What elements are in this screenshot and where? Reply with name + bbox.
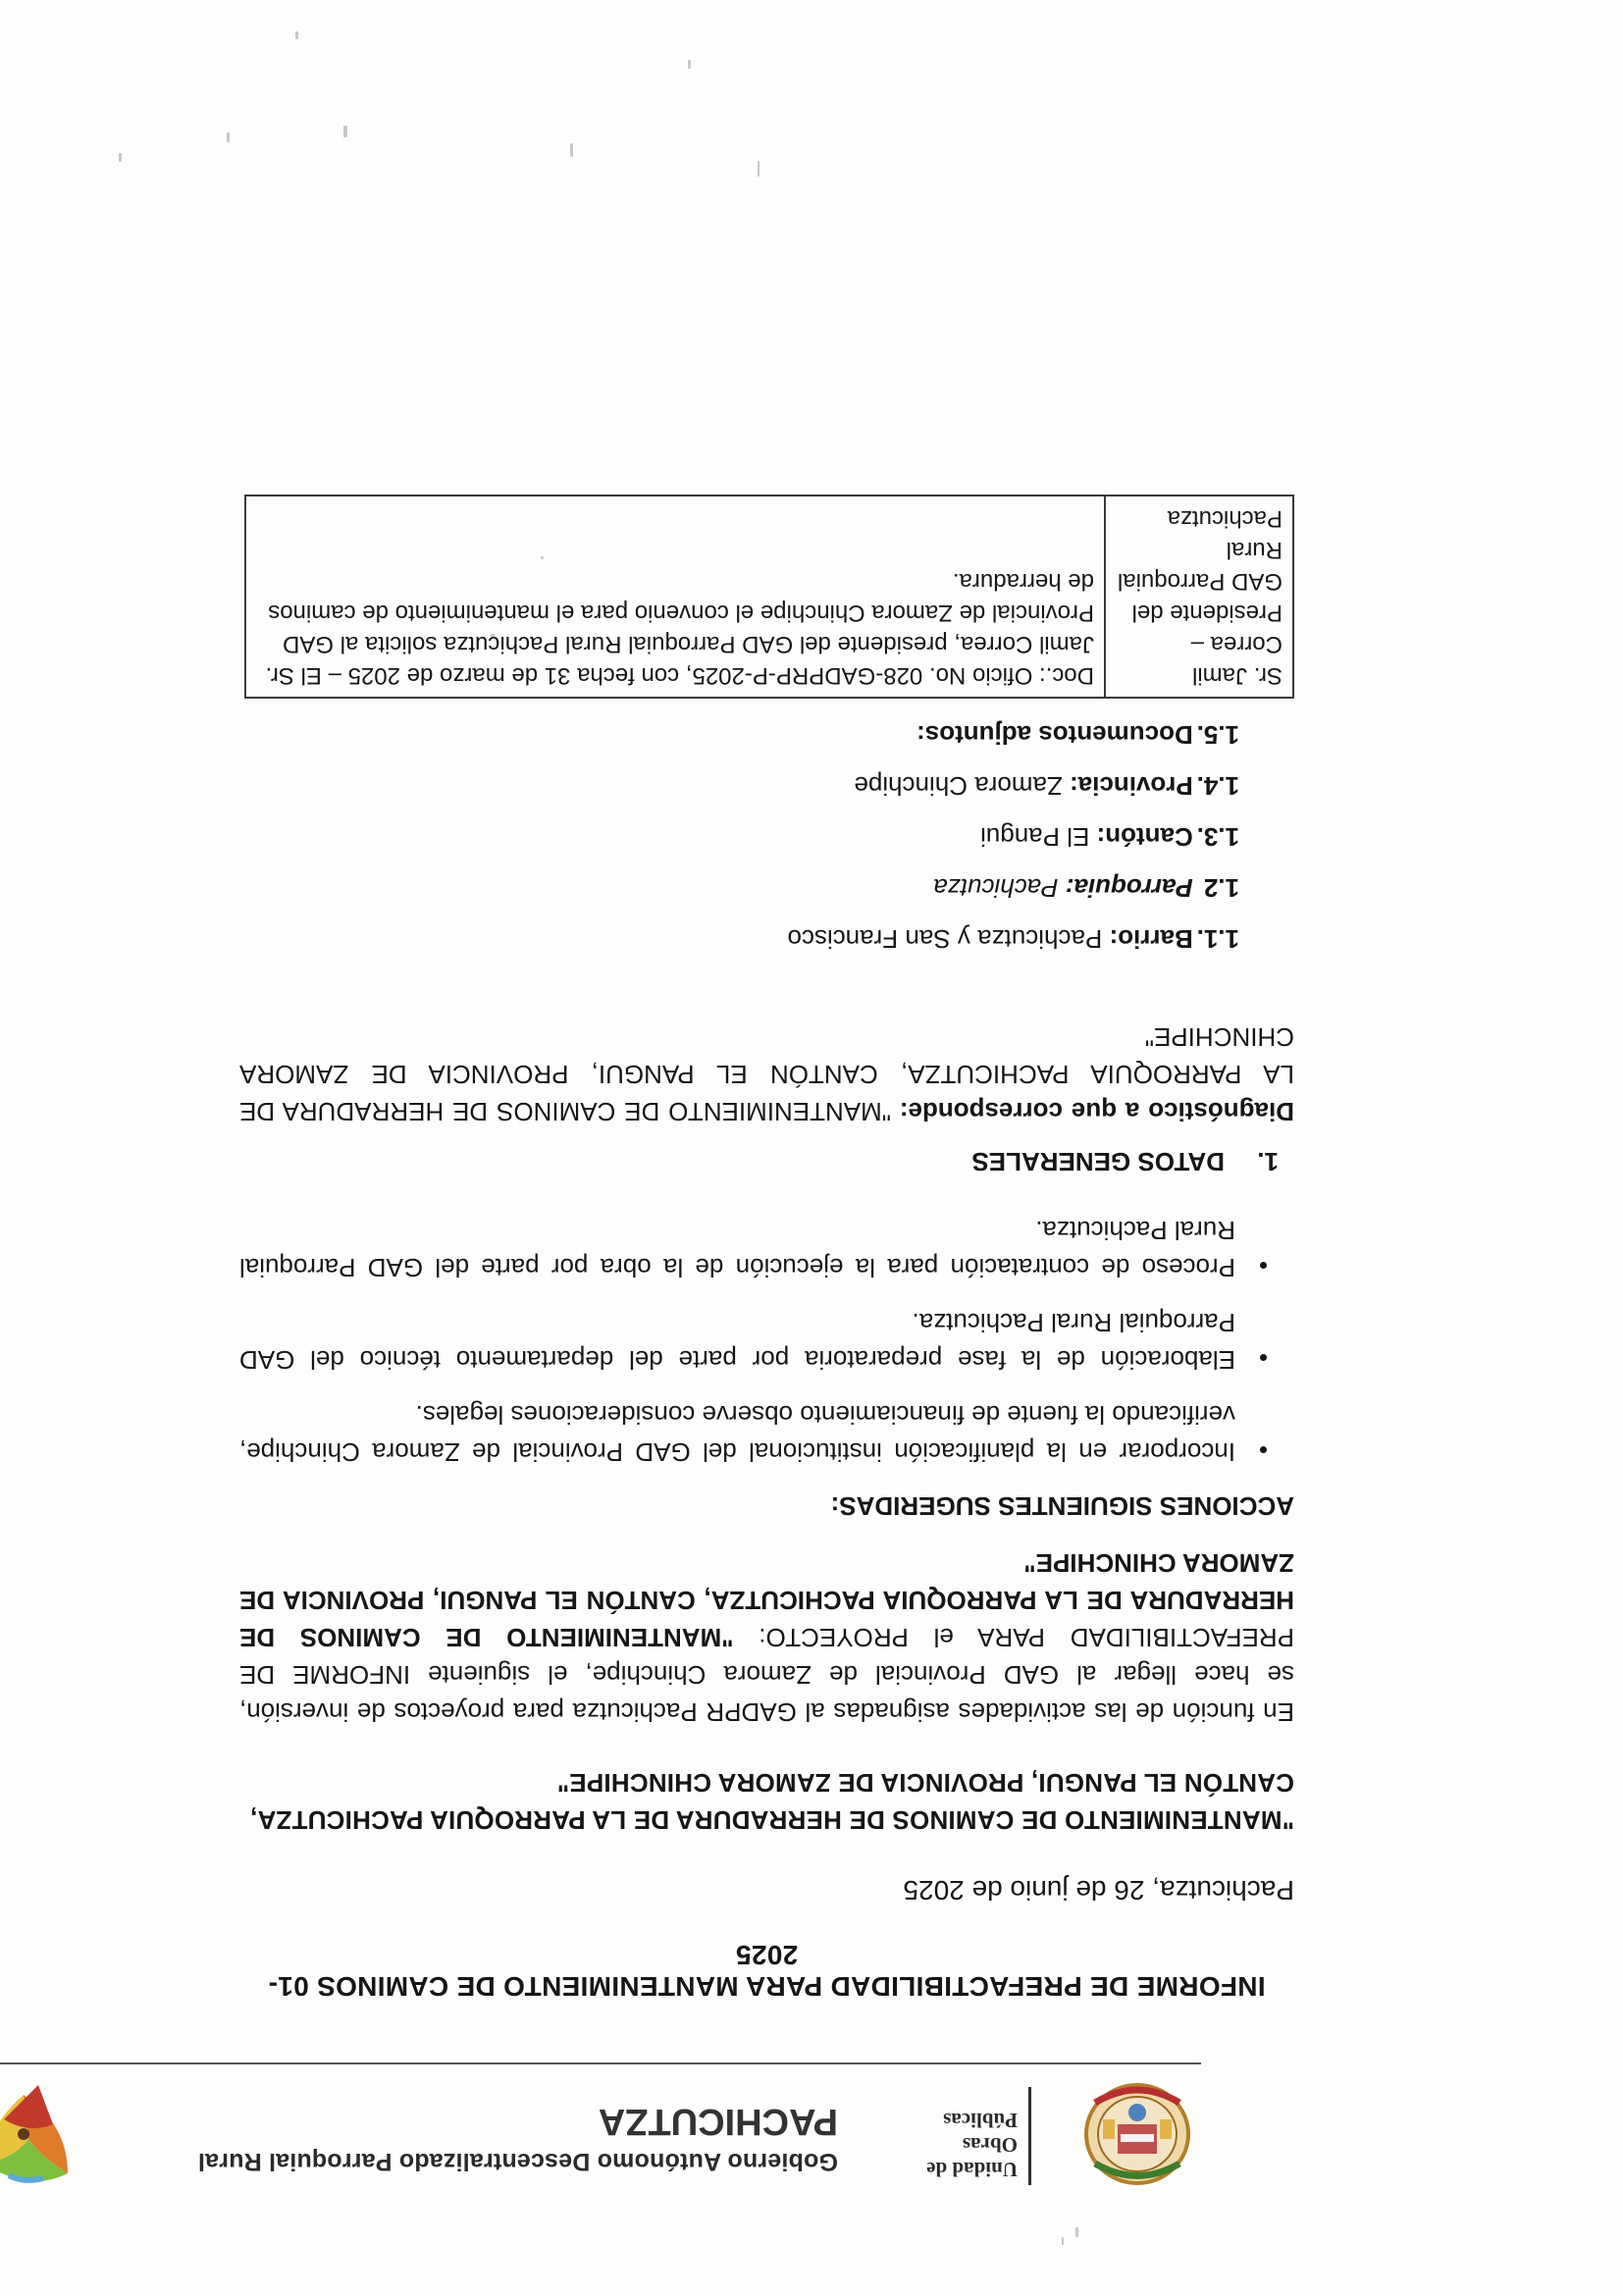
field-value: Zamora Chinchipe <box>854 771 1071 801</box>
field-value: Pachicutza y San Francisco <box>787 924 1110 954</box>
pachicutza-logo-icon <box>0 2079 82 2193</box>
field-label: Documentos adjuntos: <box>916 720 1193 750</box>
date-line: Pachicutza, 26 de junio de 2025 <box>903 1875 1294 1905</box>
field-number: 1.3. <box>1196 822 1239 852</box>
document-cell: Doc.: Oficio No. 028-GADPRP-P-2025, con fecha 31 de marzo de 2025 – El Sr. Jamil Correa, presidente del GAD Parroquial Rural Pachicutza solicita al GAD Provincial de Zamora Chinchipe el convenio para el mantenimiento de caminos de herradura. <box>245 496 1105 698</box>
gad-short-name: PACHICUTZA <box>598 2101 838 2142</box>
field-provincia <box>239 771 1239 801</box>
field-number: 1.2 <box>1203 873 1239 903</box>
field-barrio <box>239 924 1239 954</box>
section-title: DATOS GENERALES <box>971 1147 1225 1176</box>
field-parroquia <box>239 873 1239 903</box>
project-heading: "MANTENIMIENTO DE CAMINOS DE HERRADURA DE LA PARROQUIA PACHICUTZA, CANTÓN EL PANGUI, PROVINCIA DE ZAMORA CHINCHIPE" <box>249 1768 1294 1835</box>
field-label: Barrio: <box>1109 924 1193 954</box>
field-number: 1.1. <box>1196 924 1239 954</box>
field-label: Cantón: <box>1096 822 1193 852</box>
public-works-seal-icon <box>1073 2075 1201 2193</box>
field-number: 1.5. <box>1196 720 1239 750</box>
diagnostic-line <box>239 1018 1294 1130</box>
letterhead <box>0 2075 1201 2193</box>
intro-project-name: "MANTENIMIENTO DE CAMINOS DE HERRADURA DE LA PARROQUIA PACHICUTZA, CANTÓN EL PANGUI, PROVINCIA DE ZAMORA CHINCHIPE" <box>239 1548 1294 1652</box>
table-row <box>245 496 1293 698</box>
action-item: • Incorporar en la planificación institucional del GAD Provincial de Zamora Chinchipe, verificando la fuente de financiamiento observe consideraciones legales. <box>239 1396 1247 1471</box>
document-title: INFORME DE PREFACTIBILIDAD PARA MANTENIMIENTO DE CAMINOS 01-2025 <box>268 1940 1266 2002</box>
report-body <box>239 495 1294 2002</box>
field-canton <box>239 822 1239 852</box>
action-item: • Proceso de contratación para la ejecución de la obra por parte del GAD Parroquial Rural Pachicutza. <box>239 1212 1247 1286</box>
field-value: El Pangui <box>980 822 1097 852</box>
field-value: Pachicutza <box>933 873 1066 903</box>
actions-list <box>239 1212 1294 1471</box>
section-general-data <box>239 1146 1279 1176</box>
action-item: • Elaboración de la fase preparatoria por parte del departamento técnico del GAD Parroquial Rural Pachicutza. <box>239 1304 1247 1379</box>
actions-heading: ACCIONES SIGUIENTES SUGERIDAS: <box>830 1491 1294 1521</box>
section-number: 1. <box>1257 1147 1279 1176</box>
intro-text: En función de las actividades asignadas al GADPR Pachicutza para proyectos de inversión, se hace llegar al GAD Provincial de Zamora Chinchipe, el siguiente INFORME DE PREFACTIBILIDAD PARA el PROYECTO: <box>239 1623 1294 1727</box>
field-number: 1.4. <box>1196 771 1239 801</box>
attached-documents-table <box>244 495 1294 699</box>
intro-paragraph <box>239 1544 1294 1731</box>
field-label: Provincia: <box>1070 771 1193 801</box>
gad-full-name: Gobierno Autónomo Descentralizado Parroquial Rural <box>197 2148 838 2175</box>
header-divider <box>1028 2087 1031 2185</box>
field-label: Parroquia: <box>1065 873 1193 903</box>
diagnostic-value: "MANTENIMIENTO DE CAMINOS DE HERRADURA DE LA PARROQUIA PACHICUTZA, CANTÓN EL PANGUI, PROVINCIA DE ZAMORA CHINCHIPE" <box>239 1022 1294 1126</box>
unit-label: Unidad de Obras Públicas <box>926 2109 1018 2181</box>
header-rule <box>0 2062 1201 2064</box>
field-documentos <box>239 720 1239 750</box>
diagnostic-label: Diagnóstico a que corresponde: <box>899 1097 1294 1126</box>
sender-cell: Sr. Jamil Correa – Presidente del GAD Parroquial Rural Pachicutza <box>1105 496 1293 698</box>
